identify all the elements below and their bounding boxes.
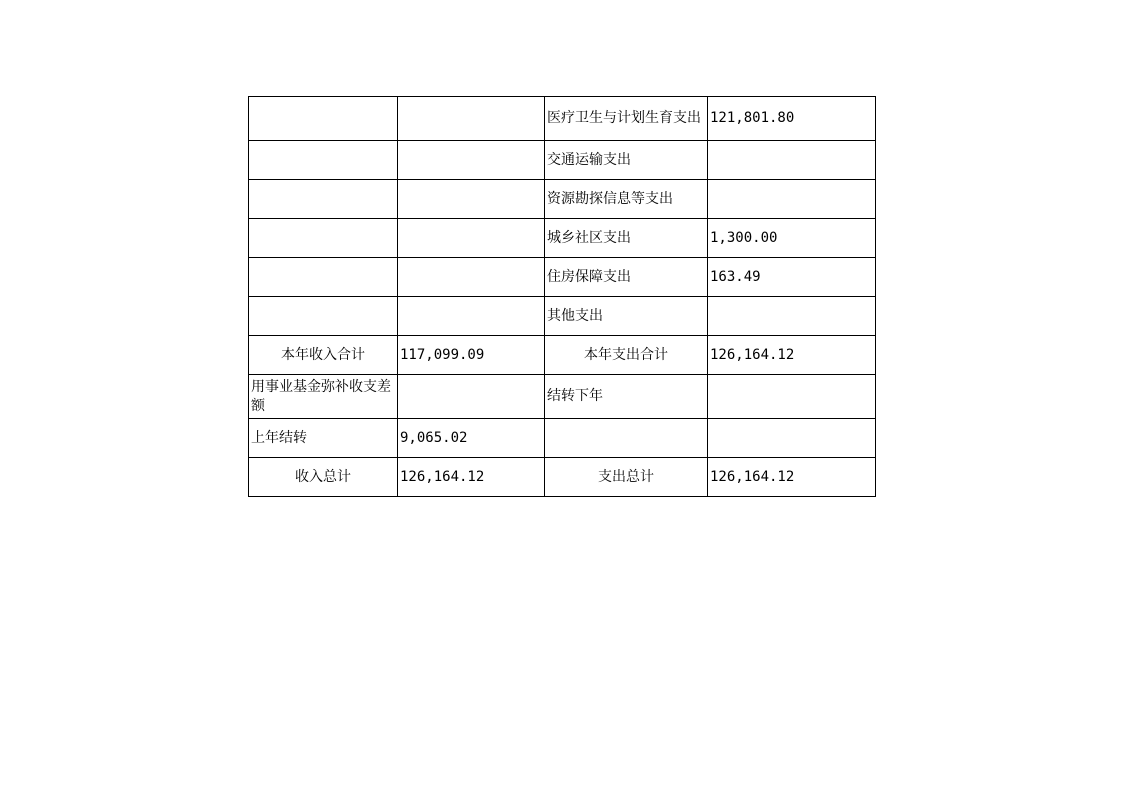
table-cell: 117,099.09 <box>398 336 545 375</box>
table-cell <box>398 219 545 258</box>
table-row <box>249 258 876 297</box>
table-cell: 资源勘探信息等支出 <box>545 180 708 219</box>
table-cell: 医疗卫生与计划生育支出 <box>545 97 708 141</box>
table-cell <box>249 97 398 141</box>
table-cell <box>398 97 545 141</box>
budget-table <box>248 96 876 497</box>
table-cell: 126,164.12 <box>708 336 876 375</box>
table-cell: 126,164.12 <box>398 458 545 497</box>
table-row <box>249 419 876 458</box>
table-cell <box>398 141 545 180</box>
table-cell <box>708 375 876 419</box>
table-cell: 结转下年 <box>545 375 708 419</box>
table-cell: 住房保障支出 <box>545 258 708 297</box>
table-cell <box>398 375 545 419</box>
table-row <box>249 336 876 375</box>
table-cell: 本年收入合计 <box>249 336 398 375</box>
table-cell <box>249 180 398 219</box>
table-cell <box>708 141 876 180</box>
table-row <box>249 375 876 419</box>
table-row <box>249 180 876 219</box>
table-cell <box>249 141 398 180</box>
table-cell <box>249 258 398 297</box>
table-row <box>249 97 876 141</box>
table-cell: 收入总计 <box>249 458 398 497</box>
table-cell <box>708 419 876 458</box>
table-cell: 126,164.12 <box>708 458 876 497</box>
table-cell <box>708 180 876 219</box>
table-cell <box>398 180 545 219</box>
table-cell: 121,801.80 <box>708 97 876 141</box>
table-cell <box>708 297 876 336</box>
table-cell <box>545 419 708 458</box>
table-cell <box>398 258 545 297</box>
table-cell: 其他支出 <box>545 297 708 336</box>
table-row <box>249 297 876 336</box>
table-cell: 1,300.00 <box>708 219 876 258</box>
table-cell: 上年结转 <box>249 419 398 458</box>
table-cell: 城乡社区支出 <box>545 219 708 258</box>
table-cell: 9,065.02 <box>398 419 545 458</box>
table-cell: 163.49 <box>708 258 876 297</box>
table-cell: 本年支出合计 <box>545 336 708 375</box>
table-cell: 支出总计 <box>545 458 708 497</box>
table-cell <box>249 219 398 258</box>
table-row <box>249 219 876 258</box>
table-row <box>249 458 876 497</box>
table-cell <box>249 297 398 336</box>
table-cell: 交通运输支出 <box>545 141 708 180</box>
table-row <box>249 141 876 180</box>
table-cell: 用事业基金弥补收支差额 <box>249 375 398 419</box>
table-cell <box>398 297 545 336</box>
